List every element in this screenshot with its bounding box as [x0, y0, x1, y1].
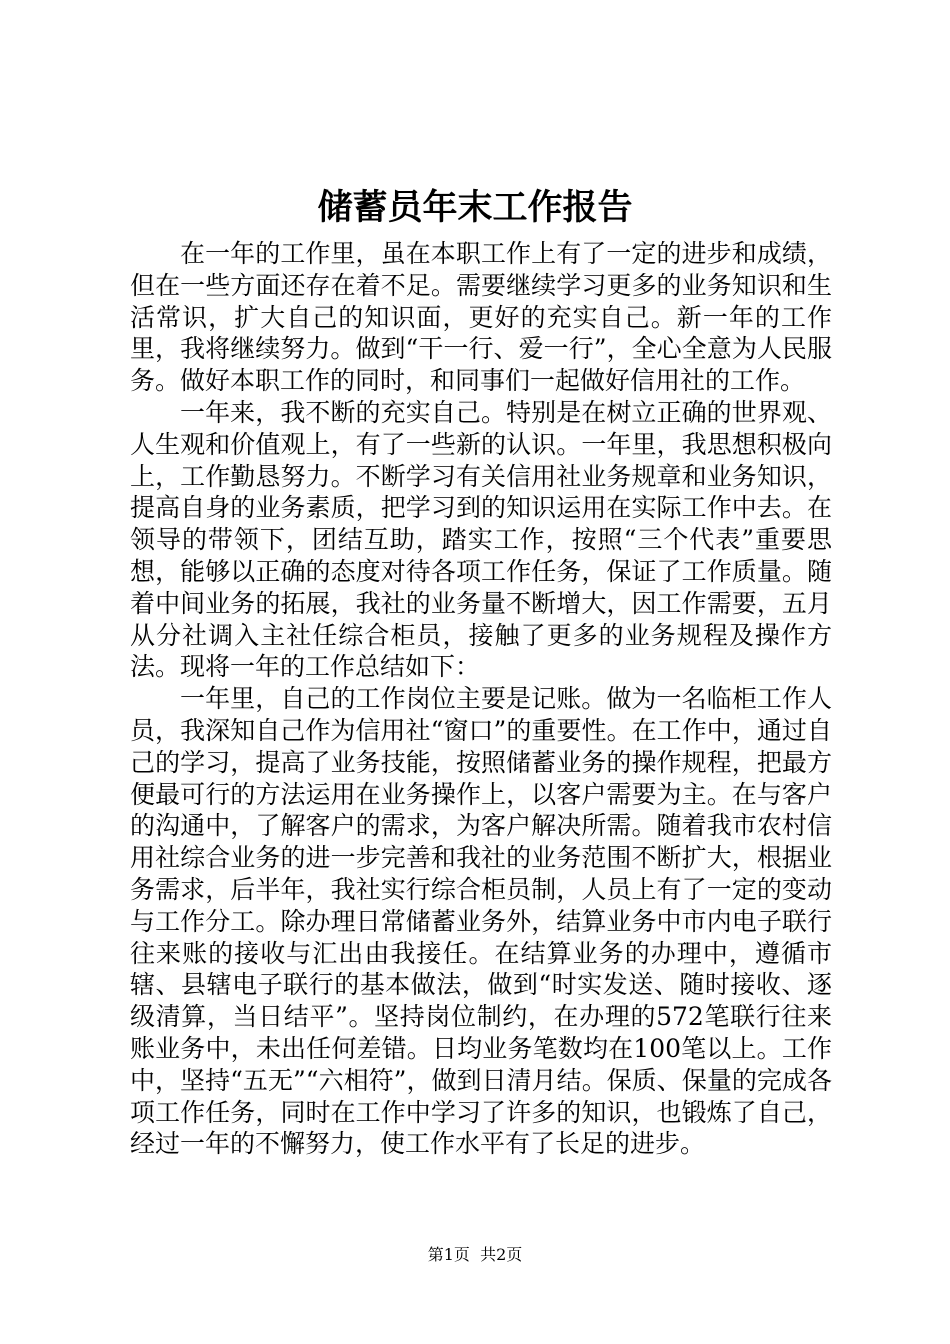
paragraph-1: 在一年的工作里，虽在本职工作上有了一定的进步和成绩，但在一些方面还存在着不足。需要继续学习更多的业务知识和生活常识，扩大自己的知识面，更好的充实自己。新一年的工作里，我将继续努力。做到“干一行、爱一行”，全心全意为人民服务。做好本职工作的同时，和同事们一起做好信用社的工作。 — [130, 239, 832, 396]
paragraph-2: 一年来，我不断的充实自己。特别是在树立正确的世界观、人生观和价值观上，有了一些新的认识。一年里，我思想积极向上，工作勤恳努力。不断学习有关信用社业务规章和业务知识，提高自身的业务素质，把学习到的知识运用在实际工作中去。在领导的带领下，团结互助，踏实工作，按照“三个代表”重要思想，能够以正确的态度对待各项工作任务，保证了工作质量。随着中间业务的拓展，我社的业务量不断增大，因工作需要，五月从分社调入主社任综合柜员，接触了更多的业务规程及操作方法。现将一年的工作总结如下： — [130, 397, 832, 682]
paragraph-3: 一年里，自己的工作岗位主要是记账。做为一名临柜工作人员，我深知自己作为信用社“窗口”的重要性。在工作中，通过自己的学习，提高了业务技能，按照储蓄业务的操作规程，把最方便最可行的方法运用在业务操作上，以客户需要为主。在与客户的沟通中，了解客户的需求，为客户解决所需。随着我市农村信用社综合业务的进一步完善和我社的业务范围不断扩大，根据业务需求，后半年，我社实行综合柜员制，人员上有了一定的变动与工作分工。除办理日常储蓄业务外，结算业务中市内电子联行往来账的接收与汇出由我接任。在结算业务的办理中，遵循市辖、县辖电子联行的基本做法，做到“时实发送、随时接收、逐级清算，当日结平”。坚持岗位制约，在办理的572笔联行往来账业务中，未出任何差错。日均业务笔数均在100笔以上。工作中，坚持“五无”“六相符”，做到日清月结。保质、保量的完成各项工作任务，同时在工作中学习了许多的知识，也锻炼了自己，经过一年的不懈努力，使工作水平有了长足的进步。 — [130, 684, 832, 1159]
footer-spacer — [470, 1245, 480, 1264]
page-total: 共2页 — [480, 1245, 523, 1264]
page-number: 第1页 — [427, 1245, 470, 1264]
document-body — [130, 238, 832, 1160]
page-footer — [0, 1244, 950, 1266]
document-title: 储蓄员年末工作报告 — [317, 188, 633, 228]
